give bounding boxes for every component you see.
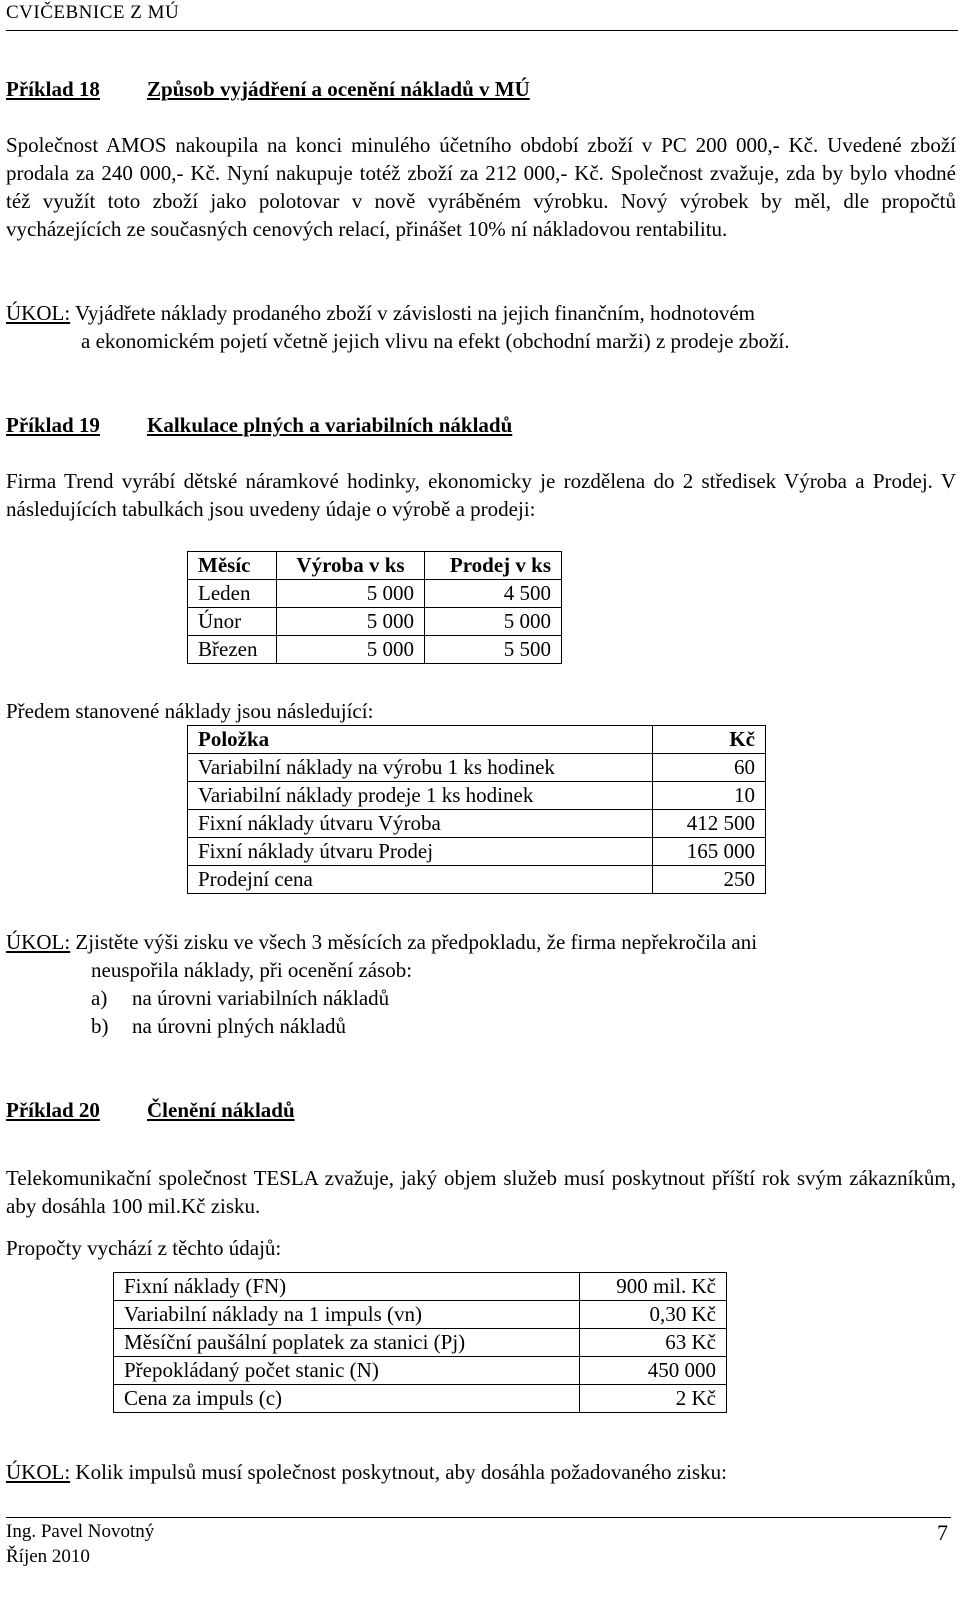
example-18-title: Způsob vyjádření a ocenění nákladů v MÚ <box>147 77 530 101</box>
table-cell: Měsíční paušální poplatek za stanici (Pj) <box>114 1329 580 1357</box>
table-cell: Variabilní náklady prodeje 1 ks hodinek <box>188 782 653 810</box>
task-option-b <box>91 1012 347 1040</box>
table-cell: 5 000 <box>277 580 425 608</box>
table-cell: 450 000 <box>580 1357 727 1385</box>
table-row <box>114 1329 727 1357</box>
task-text-line1: Zjistěte výši zisku ve všech 3 měsících za předpokladu, že firma nepřekročila ani <box>75 930 758 954</box>
task-label: ÚKOL: <box>6 1460 71 1484</box>
table-cell: Fixní náklady útvaru Výroba <box>188 810 653 838</box>
costs-table <box>187 725 766 894</box>
example-19-paragraph: Firma Trend vyrábí dětské náramkové hodinky, ekonomicky je rozdělena do 2 středisek Výroba a Prodej. V následujících tabulkách jsou uvedeny údaje o výrobě a prodeji: <box>6 469 956 521</box>
table-cell: 165 000 <box>653 838 766 866</box>
table-cell: 0,30 Kč <box>580 1301 727 1329</box>
table-row <box>114 1273 727 1301</box>
table-row <box>114 1301 727 1329</box>
table-cell: 5 000 <box>277 636 425 664</box>
table-row <box>188 866 766 894</box>
table-cell: Prodejní cena <box>188 866 653 894</box>
table-cell: 412 500 <box>653 810 766 838</box>
task-text: Kolik impulsů musí společnost poskytnout, aby dosáhla požadovaného zisku: <box>75 1460 727 1484</box>
example-18-number: Příklad 18 <box>6 77 100 101</box>
table-cell: Fixní náklady (FN) <box>114 1273 580 1301</box>
example-20-task <box>6 1458 956 1486</box>
table-cell: 250 <box>653 866 766 894</box>
table-cell: Cena za impuls (c) <box>114 1385 580 1413</box>
table-cell: 63 Kč <box>580 1329 727 1357</box>
task-text-line1: Vyjádřete náklady prodaného zboží v závislosti na jejich finančním, hodnotovém <box>75 301 756 325</box>
table-cell: 5 500 <box>425 636 562 664</box>
table-row <box>188 810 766 838</box>
table-cell: Přepokládaný počet stanic (N) <box>114 1357 580 1385</box>
table-header-cell: Kč <box>653 726 766 754</box>
example-20-paragraph: Telekomunikační společnost TESLA zvažuje, jaký objem služeb musí poskytnout příští rok svým zákazníkům, aby dosáhla 100 mil.Kč zisku. <box>6 1166 956 1218</box>
table-cell: 4 500 <box>425 580 562 608</box>
table-row <box>188 636 562 664</box>
table-cell: 2 Kč <box>580 1385 727 1413</box>
example-18-paragraph: Společnost AMOS nakoupila na konci minulého účetního období zboží v PC 200 000,- Kč. Uvedené zboží prodala za 240 000,- Kč. Nyní nakupuje totéž zboží za 212 000,- Kč. Společnost zvažuje, zda by bylo vhodné též využít toto zboží jako polotovar v nově vyráběném výrobku. Nový výrobek by měl, dle propočtů vycházejících ze současných cenových relací, přinášet 10% ní nákladovou rentabilitu. <box>6 133 956 241</box>
table-cell: 5 000 <box>277 608 425 636</box>
costs-intro: Předem stanovené náklady jsou následující: <box>6 699 374 723</box>
table-cell: Únor <box>188 608 277 636</box>
table-row <box>114 1385 727 1413</box>
example-19-task <box>6 928 956 956</box>
table-cell: Variabilní náklady na 1 impuls (vn) <box>114 1301 580 1329</box>
table-cell: Leden <box>188 580 277 608</box>
table-header-cell: Měsíc <box>188 552 277 580</box>
running-header: CVIČEBNICE Z MÚ <box>6 2 958 31</box>
example-19-title: Kalkulace plných a variabilních nákladů <box>147 413 513 437</box>
table-row <box>188 580 562 608</box>
option-text: na úrovni plných nákladů <box>132 1014 347 1038</box>
task-label: ÚKOL: <box>6 301 71 325</box>
production-sales-table <box>187 551 562 664</box>
task-option-a <box>91 984 390 1012</box>
table-row <box>188 754 766 782</box>
table-cell: 900 mil. Kč <box>580 1273 727 1301</box>
table-row <box>188 838 766 866</box>
table-header-row <box>188 552 562 580</box>
table-cell: 60 <box>653 754 766 782</box>
example-20-title: Členění nákladů <box>147 1098 295 1122</box>
table-row <box>188 608 562 636</box>
table-cell: 10 <box>653 782 766 810</box>
table-header-cell: Položka <box>188 726 653 754</box>
option-marker: a) <box>91 986 108 1010</box>
example-20-intro: Propočty vychází z těchto údajů: <box>6 1236 282 1260</box>
task-label: ÚKOL: <box>6 930 71 954</box>
page-number: 7 <box>937 1520 948 1545</box>
table-cell: Variabilní náklady na výrobu 1 ks hodinek <box>188 754 653 782</box>
example-20-number: Příklad 20 <box>6 1098 100 1122</box>
example-18-task-line2: a ekonomickém pojetí včetně jejich vlivu na efekt (obchodní marži) z prodeje zboží. <box>81 329 790 353</box>
option-marker: b) <box>91 1014 109 1038</box>
footer-author: Ing. Pavel Novotný <box>6 1521 155 1542</box>
example-19-number: Příklad 19 <box>6 413 100 437</box>
table-header-cell: Výroba v ks <box>277 552 425 580</box>
footer-date: Říjen 2010 <box>6 1546 90 1567</box>
example-18-task <box>6 299 956 327</box>
table-header-cell: Prodej v ks <box>425 552 562 580</box>
table-cell: Březen <box>188 636 277 664</box>
telecom-data-table <box>113 1272 727 1413</box>
table-header-row <box>188 726 766 754</box>
table-row <box>188 782 766 810</box>
table-row <box>114 1357 727 1385</box>
footer-divider <box>6 1517 951 1518</box>
table-cell: Fixní náklady útvaru Prodej <box>188 838 653 866</box>
option-text: na úrovni variabilních nákladů <box>132 986 390 1010</box>
example-19-task-line2: neuspořila náklady, při ocenění zásob: <box>91 958 413 982</box>
table-cell: 5 000 <box>425 608 562 636</box>
